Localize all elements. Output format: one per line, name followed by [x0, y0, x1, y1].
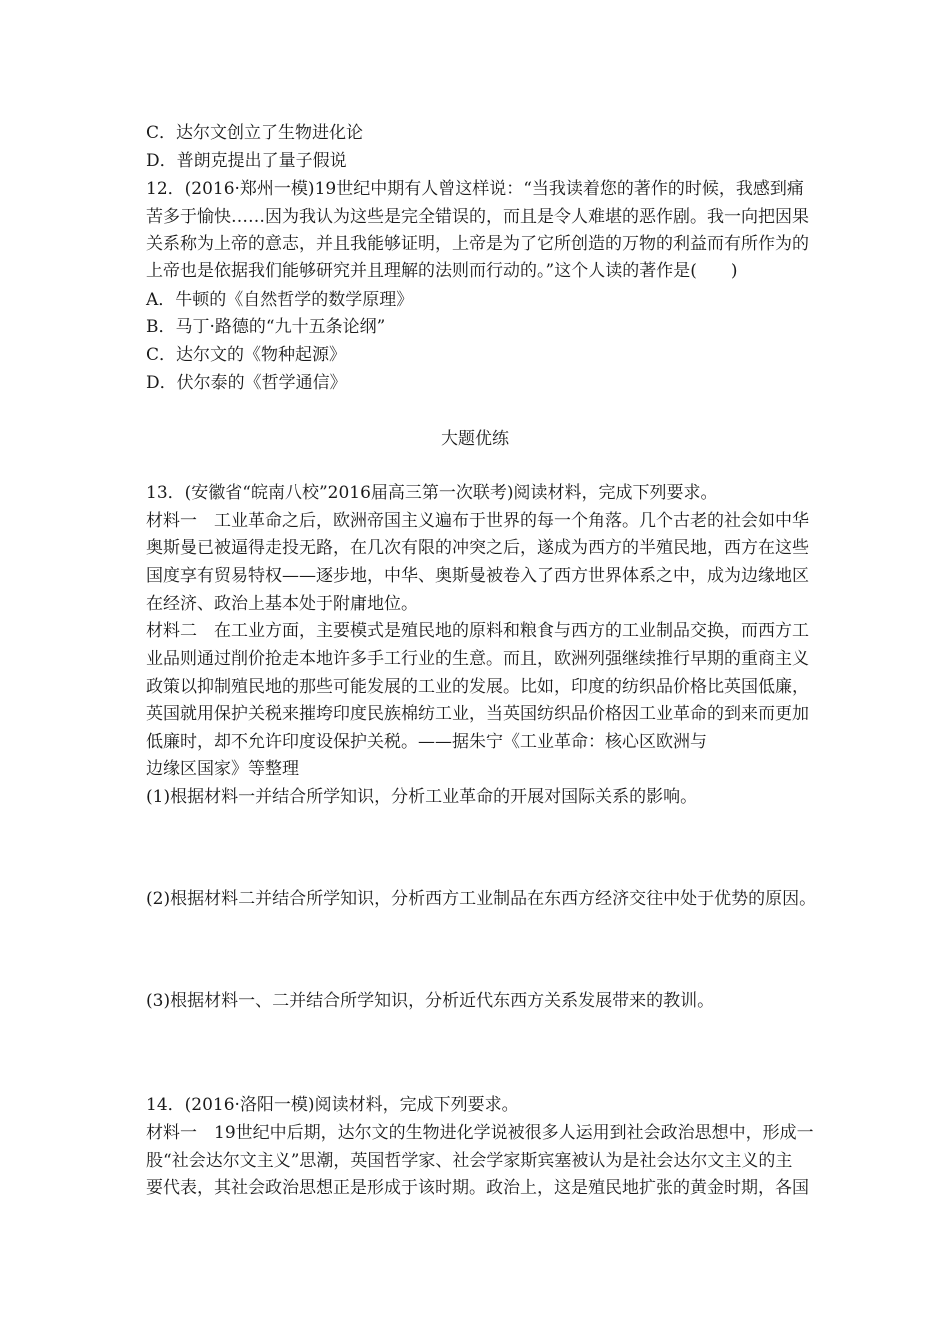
q14-material1-line-2: 股“社会达尔文主义”思潮，英国哲学家、社会学家斯宾塞被认为是社会达尔文主义的主: [146, 1151, 793, 1171]
q11-option-c: C．达尔文创立了生物进化论: [146, 123, 364, 143]
q13-subquestion-2: (2)根据材料二并结合所学知识，分析西方工业制品在东西方经济交往中处于优势的原因。: [146, 889, 817, 909]
q14-stem: 14．(2016·洛阳一模)阅读材料，完成下列要求。: [146, 1095, 519, 1115]
q13-material2-line-3: 政策以抑制殖民地的那些可能发展的工业的发展。比如，印度的纺织品价格比英国低廉，: [146, 677, 809, 697]
q12-stem-line-4: 上帝也是依据我们能够研究并且理解的法则而行动的。”这个人读的著作是( ): [146, 261, 738, 281]
q12-stem-line-1: 12．(2016·郑州一模)19世纪中期有人曾这样说：“当我读着您的著作的时候，我感到痛: [146, 179, 804, 199]
q12-option-a: A．牛顿的《自然哲学的数学原理》: [146, 290, 414, 310]
q14-material1-line-1: 材料一 19世纪中后期，达尔文的生物进化学说被很多人运用到社会政治思想中，形成一: [146, 1123, 814, 1143]
q13-material2-line-1: 材料二 在工业方面，主要模式是殖民地的原料和粮食与西方的工业制品交换，而西方工: [146, 621, 809, 641]
q13-material2-line-4: 英国就用保护关税来摧垮印度民族棉纺工业，当英国纺织品价格因工业革命的到来而更加: [146, 704, 809, 724]
q13-subquestion-1: (1)根据材料一并结合所学知识，分析工业革命的开展对国际关系的影响。: [146, 787, 698, 807]
q11-option-d: D．普朗克提出了量子假说: [146, 151, 347, 171]
q13-material1-line-1: 材料一 工业革命之后，欧洲帝国主义遍布于世界的每一个角落。几个古老的社会如中华: [146, 511, 809, 531]
q13-material2-line-6: 边缘区国家》等整理: [146, 759, 299, 779]
q13-material1-line-4: 在经济、政治上基本处于附庸地位。: [146, 594, 418, 614]
q12-option-d: D．伏尔泰的《哲学通信》: [146, 373, 347, 393]
q12-option-c: C．达尔文的《物种起源》: [146, 345, 347, 365]
q13-material2-line-2: 业品则通过削价抢走本地许多手工行业的生意。而且，欧洲列强继续推行早期的重商主义: [146, 649, 809, 669]
q13-material2-line-5: 低廉时，却不允许印度设保护关税。——据朱宁《工业革命：核心区欧洲与: [146, 732, 707, 752]
q12-option-b: B．马丁·路德的“九十五条论纲”: [146, 317, 386, 337]
q13-subquestion-3: (3)根据材料一、二并结合所学知识，分析近代东西方关系发展带来的教训。: [146, 991, 715, 1011]
q12-stem-line-2: 苦多于愉快……因为我认为这些是完全错误的，而且是令人难堪的恶作剧。我一向把因果: [146, 207, 809, 227]
q14-material1-line-3: 要代表，其社会政治思想正是形成于该时期。政治上，这是殖民地扩张的黄金时期，各国: [146, 1178, 809, 1198]
q13-material1-line-3: 国度享有贸易特权——逐步地，中华、奥斯曼被卷入了西方世界体系之中，成为边缘地区: [146, 566, 809, 586]
section-title: 大题优练: [441, 429, 509, 449]
q13-material1-line-2: 奥斯曼已被逼得走投无路，在几次有限的冲突之后，遂成为西方的半殖民地，西方在这些: [146, 538, 809, 558]
q12-stem-line-3: 关系称为上帝的意志，并且我能够证明，上帝是为了它所创造的万物的利益而有所作为的: [146, 234, 809, 254]
q13-stem: 13．(安徽省“皖南八校”2016届高三第一次联考)阅读材料，完成下列要求。: [146, 483, 718, 503]
